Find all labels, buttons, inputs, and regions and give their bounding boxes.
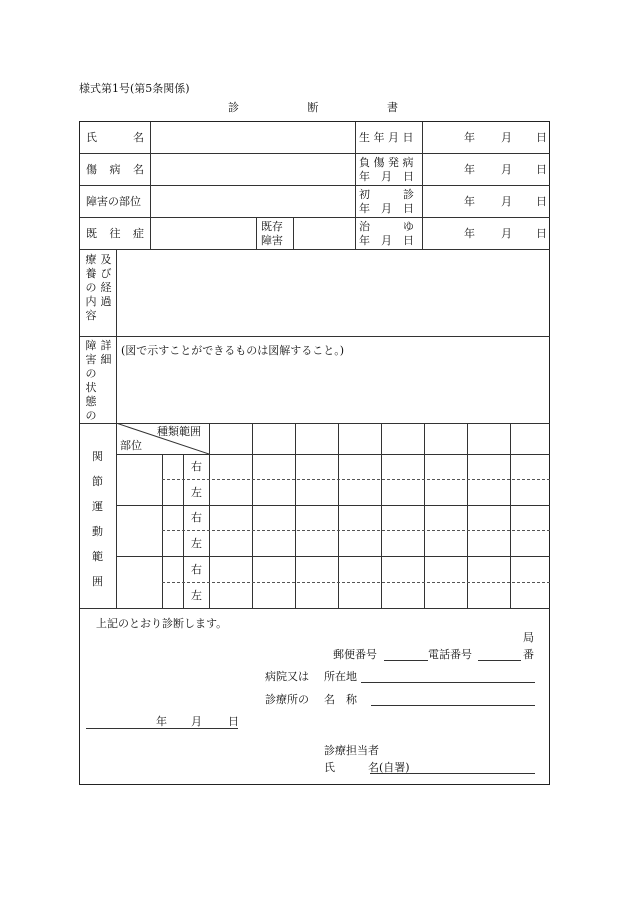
sign-year-label: 年: [156, 715, 167, 728]
first-visit-day-label: 日: [536, 195, 547, 208]
rom-label-char: 囲: [92, 575, 103, 588]
row-divider-dashed: [162, 582, 550, 583]
col-divider: [424, 423, 425, 608]
rom-right-label: 右: [191, 460, 202, 473]
rom-label-char: 運: [92, 500, 103, 513]
treatment-details-field[interactable]: [120, 252, 550, 336]
cure-year-label: 年: [464, 227, 475, 240]
rom-left-label: 左: [191, 589, 202, 602]
doctor-name-label: 氏 名(自署): [324, 761, 410, 774]
col-divider: [381, 423, 382, 608]
sign-day-label: 日: [228, 715, 239, 728]
medical-history-field[interactable]: [152, 220, 257, 248]
existing-disability-field[interactable]: [295, 220, 357, 248]
col-divider: [183, 454, 184, 608]
col-divider: [467, 423, 468, 608]
disability-label-left: 障害の状態の: [85, 339, 97, 422]
row-divider-dashed: [162, 530, 550, 531]
facility-name-underline: [371, 705, 535, 706]
birth-day-label: 日: [536, 131, 547, 144]
form-id: 様式第1号(第5条関係): [79, 82, 190, 95]
ban-label: 番: [523, 648, 534, 661]
rom-header-kind: 種類範囲: [157, 425, 201, 438]
col-divider: [252, 423, 253, 608]
postal-label: 郵便番号: [333, 648, 377, 661]
rom-label-char: 節: [92, 475, 103, 488]
col-divider: [293, 217, 294, 249]
existing-disability-label-line2: 障害: [261, 234, 283, 247]
row-divider: [116, 556, 550, 557]
treatment-label-right: 及び経過: [100, 253, 112, 308]
sign-month-label: 月: [191, 715, 202, 728]
injury-date-label-line1: 負 傷 発 病: [359, 156, 414, 169]
first-visit-label-line2: 年 月 日: [359, 202, 414, 215]
col-divider: [209, 423, 210, 608]
row-divider: [80, 249, 550, 250]
facility-name-label: 名 称: [324, 693, 357, 706]
col-divider: [150, 122, 151, 249]
cure-date-label-line2: 年 月 日: [359, 234, 414, 247]
disability-site-field[interactable]: [152, 188, 356, 216]
injury-month-label: 月: [501, 163, 512, 176]
col-divider: [295, 423, 296, 608]
section-divider: [80, 336, 550, 337]
postal-underline: [384, 660, 428, 661]
phone-label: 電話番号: [428, 648, 472, 661]
col-divider: [338, 423, 339, 608]
rom-label-char: 動: [92, 525, 103, 538]
injury-day-label: 日: [536, 163, 547, 176]
treatment-label-left: 療養の内容: [85, 253, 97, 322]
sign-date-underline: [86, 728, 238, 729]
disability-site-label: 障害の部位: [86, 195, 141, 208]
row-divider: [116, 454, 550, 455]
birth-year-label: 年: [464, 131, 475, 144]
title-char-3: 書: [387, 101, 398, 114]
cure-date-label-line1: 治 ゆ: [359, 220, 414, 233]
address-label: 所在地: [324, 670, 357, 683]
birth-month-label: 月: [501, 131, 512, 144]
cure-day-label: 日: [536, 227, 547, 240]
medical-history-label: 既 往 症: [86, 227, 144, 240]
patient-name-field[interactable]: [152, 124, 356, 152]
rom-right-label: 右: [191, 511, 202, 524]
title-char-1: 診: [228, 101, 239, 114]
rom-label-char: 関: [92, 450, 103, 463]
hospital-label-line1: 病院又は: [265, 670, 309, 683]
row-divider-dashed: [162, 479, 550, 480]
col-divider: [162, 454, 163, 608]
disability-details-field[interactable]: [120, 362, 550, 422]
injury-year-label: 年: [464, 163, 475, 176]
row-divider: [116, 505, 550, 506]
first-visit-label-line1: 初 診: [359, 188, 414, 201]
disability-note: (図で示すことができるものは図解すること。): [121, 344, 345, 357]
injury-date-label-line2: 年 月 日: [359, 170, 414, 183]
section-divider: [80, 608, 550, 609]
form-frame: [79, 121, 550, 785]
col-divider: [116, 249, 117, 423]
col-divider: [510, 423, 511, 608]
rom-right-label: 右: [191, 563, 202, 576]
statement: 上記のとおり診断します。: [96, 617, 228, 630]
col-divider: [422, 122, 423, 249]
illness-label: 傷 病 名: [86, 163, 144, 176]
disability-label-right: 詳細: [100, 339, 112, 366]
title-char-2: 断: [307, 101, 319, 114]
name-label: 氏 名: [86, 131, 144, 144]
first-visit-year-label: 年: [464, 195, 475, 208]
first-visit-month-label: 月: [501, 195, 512, 208]
illness-name-field[interactable]: [152, 156, 356, 184]
hospital-label-line2: 診療所の: [265, 693, 309, 706]
rom-header-site: 部位: [120, 439, 142, 452]
rom-label-char: 範: [92, 550, 103, 563]
rom-left-label: 左: [191, 486, 202, 499]
address-underline: [361, 682, 535, 683]
doctor-name-underline: [370, 773, 535, 774]
cure-month-label: 月: [501, 227, 512, 240]
existing-disability-label-line1: 既存: [261, 220, 283, 233]
birthdate-label: 生 年 月 日: [359, 131, 414, 144]
phone-underline: [478, 660, 521, 661]
document-title: [228, 99, 398, 115]
doctor-label: 診療担当者: [324, 744, 379, 757]
bureau-label: 局: [523, 631, 534, 644]
rom-left-label: 左: [191, 537, 202, 550]
